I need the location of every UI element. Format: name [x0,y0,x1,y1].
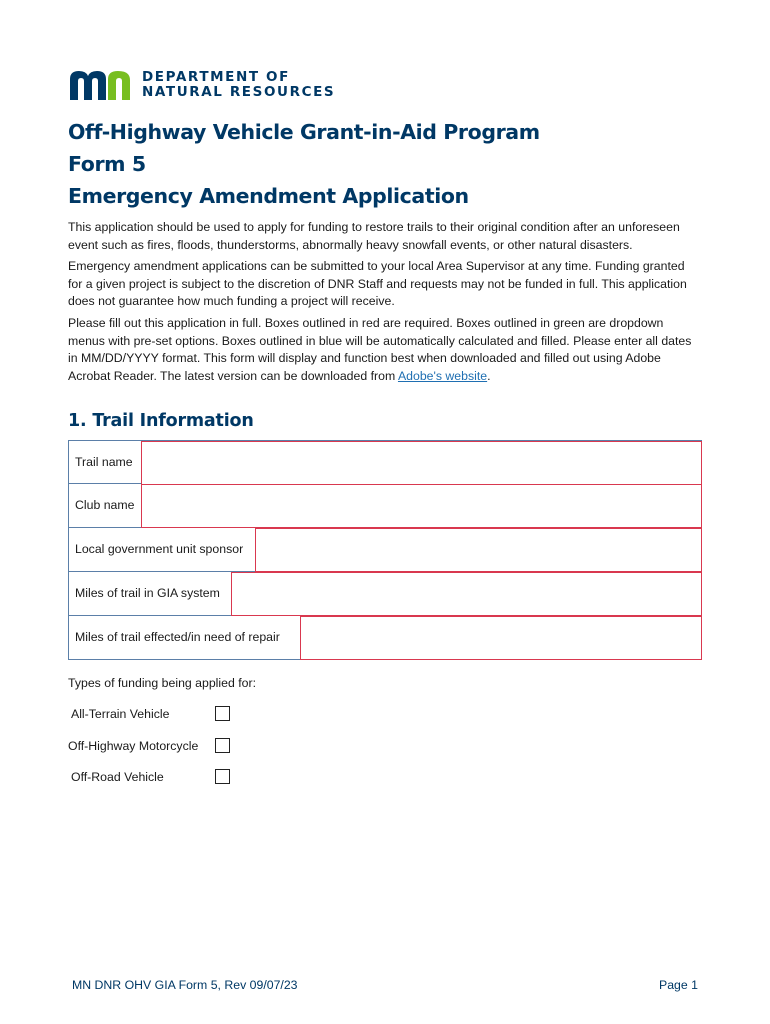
trail-name-label: Trail name [75,455,133,469]
logo-wordmark [142,70,335,100]
atv-checkbox[interactable] [215,706,230,721]
section-trail-information-heading: 1. Trail Information [68,411,254,431]
lgu-sponsor-field[interactable] [255,528,702,572]
funding-types-label: Types of funding being applied for: [68,676,257,690]
trail-name-row [68,440,702,484]
logo-line-2: NATURAL RESOURCES [142,84,336,100]
title-program: Off-Highway Vehicle Grant-in-Aid Program [68,120,540,144]
miles-in-gia-row [68,572,702,616]
atv-label: All-Terrain Vehicle [71,707,170,721]
intro-paragraph-1: This application should be used to apply for funding to restore trails to their original condition after an unforeseen event such as fires, floods, thunderstorms, abnormally heavy snowfall events, or other natural disasters. [68,220,680,252]
club-name-label: Club name [75,498,135,512]
adobe-website-link[interactable]: Adobe's website [397,368,488,383]
title-form-name: Emergency Amendment Application [68,184,469,208]
intro-paragraph-3 [68,315,700,385]
title-form-number: Form 5 [68,152,146,176]
footer-form-revision: MN DNR OHV GIA Form 5, Rev 09/07/23 [72,978,298,992]
intro-text [68,219,700,389]
page-title [68,116,540,212]
club-name-row [68,484,702,528]
lgu-sponsor-row [68,528,702,572]
ohm-label: Off-Highway Motorcycle [68,739,199,753]
lgu-sponsor-label: Local government unit sponsor [75,542,244,556]
miles-in-gia-field[interactable] [231,572,702,616]
miles-need-repair-label: Miles of trail effected/in need of repair [75,630,280,644]
miles-need-repair-field[interactable] [300,616,702,660]
dnr-logo [68,70,335,100]
trail-name-field[interactable] [141,441,702,485]
ohm-checkbox[interactable] [215,738,230,753]
orv-checkbox[interactable] [215,769,230,784]
mn-logo-icon [68,70,132,100]
logo-line-1: DEPARTMENT OF [142,69,290,85]
footer-page-number: Page 1 [659,978,698,992]
miles-need-repair-row [68,616,702,660]
club-name-field[interactable] [141,484,702,528]
intro-paragraph-2: Emergency amendment applications can be submitted to your local Area Supervisor at any time. Funding granted for a given project is subject to the discretion of DNR Staff and requests may not be funded in full. This application does not guarantee how much funding a project will receive. [68,259,687,309]
instructions-end: . [487,368,491,383]
trail-information-table [68,440,702,660]
miles-in-gia-label: Miles of trail in GIA system [75,586,220,600]
instructions-text: Please fill out this application in full. Boxes outlined in red are required. Boxes outlined in green are dropdown menus with pre-set options. Boxes outlined in blue will be automatically calculated and filled. Please enter all dates in MM/DD/YYYY format. This form will display and function best when downloaded and filled out using Adobe Acrobat Reader. The latest version can be downloaded from [68,315,692,383]
orv-label: Off-Road Vehicle [71,770,164,784]
